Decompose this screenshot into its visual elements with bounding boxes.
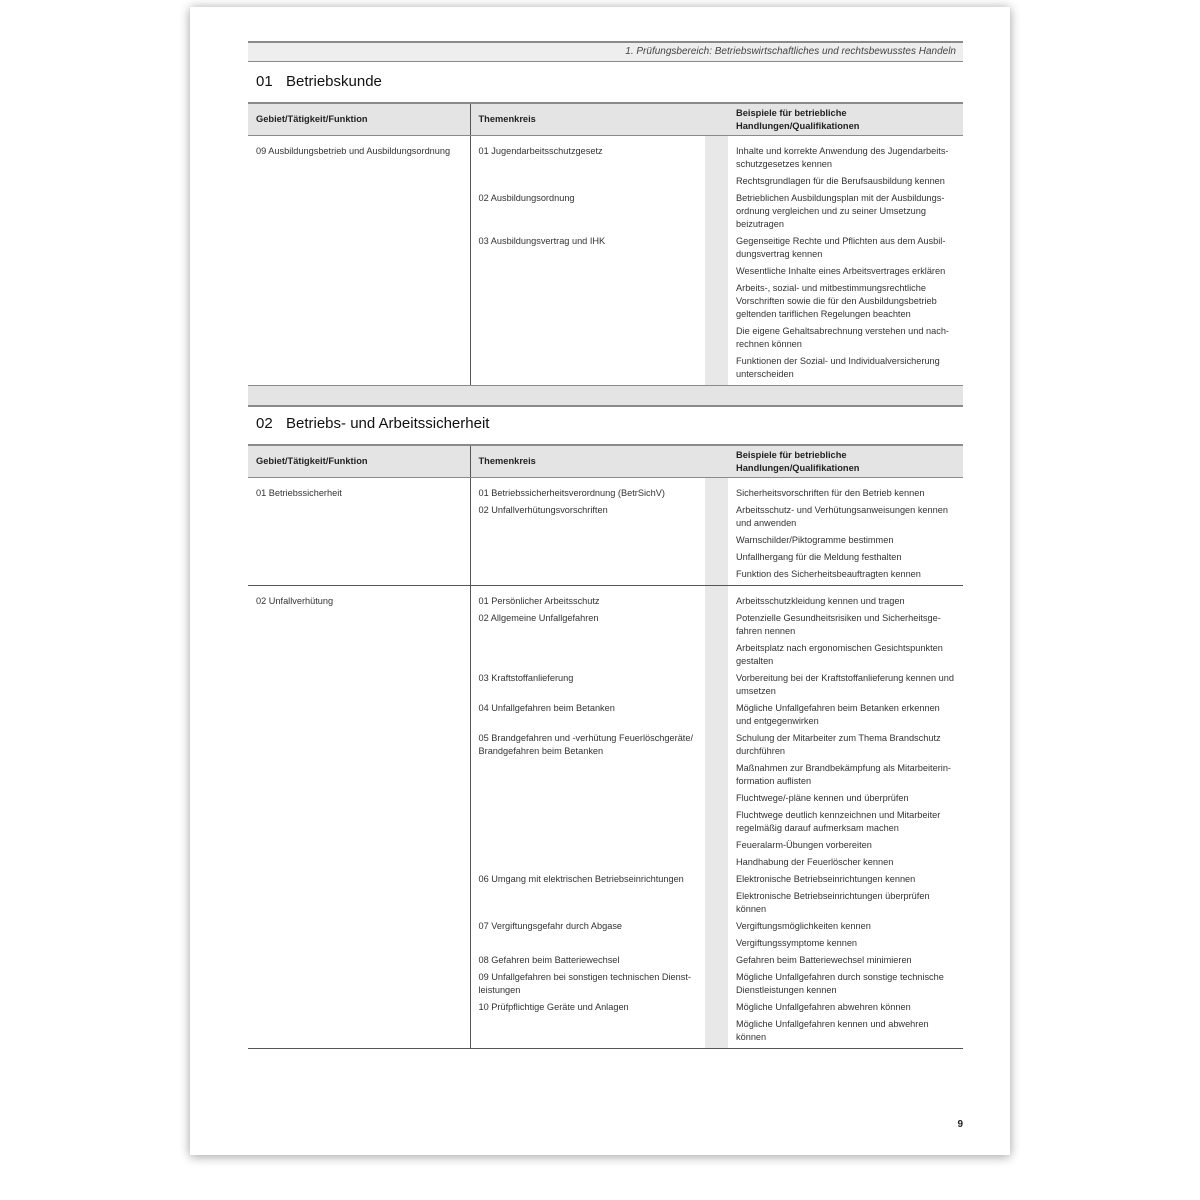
column-header-themenkreis: Themenkreis <box>470 445 705 478</box>
beispiel-cell: Elektronische Betriebseinrichtungen überprüfen können <box>736 891 930 914</box>
themenkreis-cell <box>470 807 705 837</box>
spacer-cell <box>705 610 728 640</box>
table-row <box>248 549 963 566</box>
table-row <box>248 610 963 640</box>
beispiel-cell: Arbeitsplatz nach ergonomischen Gesichtspunkten gestalten <box>736 643 943 666</box>
beispiel-cell: Mögliche Unfallgefahren durch sonstige technische Dienstleistungen kennen <box>736 972 944 995</box>
themenkreis-cell: 02 Allgemeine Unfallgefahren <box>470 610 705 640</box>
gebiet-cell <box>248 952 470 969</box>
table-row <box>248 190 963 233</box>
section-end-bar <box>248 385 963 407</box>
themenkreis-cell: 06 Umgang mit elektrischen Betriebseinrichtungen <box>470 871 705 888</box>
spacer-cell <box>705 760 728 790</box>
themenkreis-cell <box>470 854 705 871</box>
themenkreis-cell <box>470 532 705 549</box>
gebiet-cell <box>248 280 470 323</box>
gebiet-cell <box>248 807 470 837</box>
spacer-cell <box>705 730 728 760</box>
table-row <box>248 888 963 918</box>
spacer-cell <box>705 969 728 999</box>
table-row <box>248 233 963 263</box>
spacer-cell <box>705 640 728 670</box>
spacer-cell <box>705 263 728 280</box>
beispiel-cell: Arbeitsschutzkleidung kennen und tragen <box>728 586 963 611</box>
themenkreis-cell <box>470 323 705 353</box>
themenkreis-cell: 07 Vergiftungsgefahr durch Abgase <box>470 918 705 935</box>
beispiel-cell: Vergiftungssymptome kennen <box>736 938 858 948</box>
themenkreis-cell <box>470 566 705 586</box>
gebiet-cell <box>248 1016 470 1048</box>
section-heading: Betriebskunde <box>286 73 382 90</box>
beispiel-cell: Maßnahmen zur Brandbekämpfung als Mitarbeiterin-formation auflisten <box>736 763 951 786</box>
beispiel-cell: Wesentliche Inhalte eines Arbeitsvertrages erklären <box>736 266 946 276</box>
beispiel-cell: Elektronische Betriebseinrichtungen kennen <box>736 874 916 884</box>
spacer-cell <box>705 586 728 611</box>
beispiel-cell: Warnschilder/Piktogramme bestimmen <box>736 535 894 545</box>
beispiel-cell: Feueralarm-Übungen vorbereiten <box>736 840 872 850</box>
beispiel-cell: Mögliche Unfallgefahren abwehren können <box>736 1002 911 1012</box>
curriculum-table-02 <box>248 444 963 1048</box>
column-header-themenkreis: Themenkreis <box>470 103 705 136</box>
gebiet-cell <box>248 640 470 670</box>
spacer-cell <box>705 478 728 503</box>
beispiel-cell: Unfallhergang für die Meldung festhalten <box>736 552 902 562</box>
column-header-beispiele: Beispiele für betriebliche Handlungen/Qualifikationen <box>728 445 963 478</box>
themenkreis-cell: 08 Gefahren beim Batteriewechsel <box>470 952 705 969</box>
spacer-cell <box>705 1016 728 1048</box>
gebiet-cell <box>248 999 470 1016</box>
section-02 <box>248 416 963 1049</box>
beispiel-cell: Fluchtwege/-pläne kennen und überprüfen <box>736 793 909 803</box>
document-page <box>190 7 1010 1155</box>
table-row <box>248 136 963 174</box>
themenkreis-cell <box>470 837 705 854</box>
spacer-cell <box>705 837 728 854</box>
column-header-gebiet: Gebiet/Tätigkeit/Funktion <box>248 103 470 136</box>
gebiet-cell <box>248 918 470 935</box>
spacer-cell <box>705 566 728 586</box>
gebiet-cell <box>248 190 470 233</box>
spacer-cell <box>705 173 728 190</box>
beispiel-cell: Arbeits-, sozial- und mitbestimmungsrechtliche Vorschriften sowie die für den Ausbildungsbetrieb geltenden tariflichen Regelungen beachten <box>736 283 937 319</box>
gebiet-cell <box>248 871 470 888</box>
table-row <box>248 640 963 670</box>
beispiel-cell: Rechtsgrundlagen für die Berufsausbildung kennen <box>736 176 945 186</box>
gebiet-cell <box>248 532 470 549</box>
gebiet-cell <box>248 837 470 854</box>
table-row <box>248 670 963 700</box>
themenkreis-cell: 01 Betriebssicherheitsverordnung (BetrSichV) <box>470 478 705 503</box>
spacer-cell <box>705 532 728 549</box>
gebiet-cell <box>248 323 470 353</box>
gebiet-cell <box>248 610 470 640</box>
beispiel-cell: Handhabung der Feuerlöscher kennen <box>736 857 894 867</box>
themenkreis-cell: 01 Jugendarbeitsschutzgesetz <box>470 136 705 174</box>
spacer-cell <box>705 670 728 700</box>
section-number: 02 <box>256 415 273 432</box>
table-end-rule <box>248 1048 963 1049</box>
spacer-cell <box>705 233 728 263</box>
themenkreis-cell: 05 Brandgefahren und -verhütung Feuerlöschgeräte/ Brandgefahren beim Betanken <box>470 730 705 760</box>
spacer-cell <box>705 807 728 837</box>
table-row <box>248 502 963 532</box>
beispiel-cell: Sicherheitsvorschriften für den Betrieb kennen <box>736 488 925 498</box>
gebiet-cell <box>248 790 470 807</box>
table-header-row <box>248 445 963 478</box>
beispiel-cell: Gefahren beim Batteriewechsel minimieren <box>736 955 912 965</box>
table-row <box>248 999 963 1016</box>
gebiet-cell <box>248 854 470 871</box>
table-row <box>248 918 963 935</box>
gebiet-cell <box>248 969 470 999</box>
themenkreis-cell: 09 Unfallgefahren bei sonstigen technischen Dienst-leistungen <box>470 969 705 999</box>
gebiet-cell <box>248 263 470 280</box>
spacer-cell <box>705 790 728 807</box>
page-content <box>248 41 963 1049</box>
beispiel-cell: Funktion des Sicherheitsbeauftragten kennen <box>736 569 921 579</box>
table-body <box>248 136 963 386</box>
beispiel-cell: Mögliche Unfallgefahren beim Betanken erkennen und entgegenwirken <box>736 703 940 726</box>
gebiet-cell <box>248 700 470 730</box>
table-row <box>248 871 963 888</box>
gebiet-cell <box>248 935 470 952</box>
table-row <box>248 952 963 969</box>
gebiet-cell <box>248 760 470 790</box>
themenkreis-cell: 03 Kraftstoffanlieferung <box>470 670 705 700</box>
themenkreis-cell: 03 Ausbildungsvertrag und IHK <box>470 233 705 263</box>
table-row <box>248 353 963 385</box>
table-row <box>248 760 963 790</box>
beispiel-cell: Fluchtwege deutlich kennzeichnen und Mitarbeiter regelmäßig darauf aufmerksam machen <box>736 810 941 833</box>
themenkreis-cell: 10 Prüfpflichtige Geräte und Anlagen <box>470 999 705 1016</box>
spacer-cell <box>705 918 728 935</box>
column-header-beispiele: Beispiele für betriebliche Handlungen/Qualifikationen <box>728 103 963 136</box>
spacer-cell <box>705 280 728 323</box>
table-row <box>248 969 963 999</box>
spacer-cell <box>705 136 728 174</box>
beispiel-cell: Inhalte und korrekte Anwendung des Jugendarbeits-schutzgesetzes kennen <box>736 146 949 169</box>
gebiet-cell <box>248 670 470 700</box>
themenkreis-cell <box>470 263 705 280</box>
spacer-cell <box>705 871 728 888</box>
themenkreis-cell <box>470 1016 705 1048</box>
gebiet-cell <box>248 173 470 190</box>
column-header-gebiet: Gebiet/Tätigkeit/Funktion <box>248 445 470 478</box>
spacer-cell <box>705 549 728 566</box>
table-row <box>248 280 963 323</box>
gebiet-cell <box>248 566 470 586</box>
spacer-cell <box>705 935 728 952</box>
table-row <box>248 478 963 503</box>
table-row <box>248 807 963 837</box>
themenkreis-cell: 02 Unfallverhütungsvorschriften <box>470 502 705 532</box>
beispiel-cell: Die eigene Gehaltsabrechnung verstehen und nach-rechnen können <box>736 326 949 349</box>
running-header: 1. Prüfungsbereich: Betriebswirtschaftliches und rechtsbewusstes Handeln <box>248 41 963 62</box>
spacer-cell <box>705 190 728 233</box>
gebiet-cell: 02 Unfallverhütung <box>248 586 470 611</box>
table-row <box>248 837 963 854</box>
curriculum-table-01 <box>248 102 963 385</box>
table-header-row <box>248 103 963 136</box>
gebiet-cell <box>248 353 470 385</box>
section-01 <box>248 74 963 407</box>
section-title <box>256 74 963 102</box>
table-row <box>248 532 963 549</box>
themenkreis-cell: 01 Persönlicher Arbeitsschutz <box>470 586 705 611</box>
gebiet-cell <box>248 549 470 566</box>
gebiet-cell <box>248 502 470 532</box>
themenkreis-cell <box>470 549 705 566</box>
themenkreis-cell <box>470 640 705 670</box>
gebiet-cell: 09 Ausbildungsbetrieb und Ausbildungsordnung <box>256 146 451 156</box>
gebiet-cell <box>248 233 470 263</box>
column-header-spacer <box>705 103 728 136</box>
section-heading: Betriebs- und Arbeitssicherheit <box>286 415 490 432</box>
themenkreis-cell <box>470 353 705 385</box>
page-number: 9 <box>957 1119 963 1130</box>
table-row <box>248 854 963 871</box>
beispiel-cell: Funktionen der Sozial- und Individualversicherung unterscheiden <box>736 356 940 379</box>
beispiel-cell: Gegenseitige Rechte und Pflichten aus dem Ausbil-dungsvertrag kennen <box>736 236 946 259</box>
beispiel-cell: Schulung der Mitarbeiter zum Thema Brandschutz durchführen <box>736 733 941 756</box>
table-row <box>248 790 963 807</box>
themenkreis-cell: 04 Unfallgefahren beim Betanken <box>470 700 705 730</box>
table-row <box>248 566 963 586</box>
spacer-cell <box>705 888 728 918</box>
section-title <box>256 416 963 444</box>
spacer-cell <box>705 999 728 1016</box>
themenkreis-cell: 02 Ausbildungsordnung <box>470 190 705 233</box>
section-number: 01 <box>256 73 273 90</box>
beispiel-cell: Vorbereitung bei der Kraftstoffanlieferung kennen und umsetzen <box>736 673 954 696</box>
themenkreis-cell <box>470 280 705 323</box>
table-row <box>248 173 963 190</box>
table-row <box>248 586 963 611</box>
table-row <box>248 323 963 353</box>
spacer-cell <box>705 700 728 730</box>
beispiel-cell: Mögliche Unfallgefahren kennen und abwehren können <box>736 1019 929 1042</box>
beispiel-cell: Potenzielle Gesundheitsrisiken und Sicherheitsge-fahren nennen <box>736 613 941 636</box>
table-body <box>248 478 963 1049</box>
themenkreis-cell <box>470 935 705 952</box>
spacer-cell <box>705 323 728 353</box>
beispiel-cell: Betrieblichen Ausbildungsplan mit der Ausbildungs-ordnung vergleichen und zu seiner Umsetzung beizutragen <box>736 193 945 229</box>
spacer-cell <box>705 854 728 871</box>
spacer-cell <box>705 353 728 385</box>
themenkreis-cell <box>470 888 705 918</box>
gebiet-cell: 01 Betriebssicherheit <box>256 488 342 498</box>
table-row <box>248 730 963 760</box>
themenkreis-cell <box>470 760 705 790</box>
table-row <box>248 1016 963 1048</box>
spacer-cell <box>705 952 728 969</box>
table-row <box>248 263 963 280</box>
beispiel-cell: Vergiftungsmöglichkeiten kennen <box>736 921 871 931</box>
gebiet-cell <box>248 888 470 918</box>
spacer-cell <box>705 502 728 532</box>
gebiet-cell <box>248 730 470 760</box>
beispiel-cell: Arbeitsschutz- und Verhütungsanweisungen kennen und anwenden <box>736 505 948 528</box>
themenkreis-cell <box>470 790 705 807</box>
table-row <box>248 935 963 952</box>
column-header-spacer <box>705 445 728 478</box>
themenkreis-cell <box>470 173 705 190</box>
table-row <box>248 700 963 730</box>
